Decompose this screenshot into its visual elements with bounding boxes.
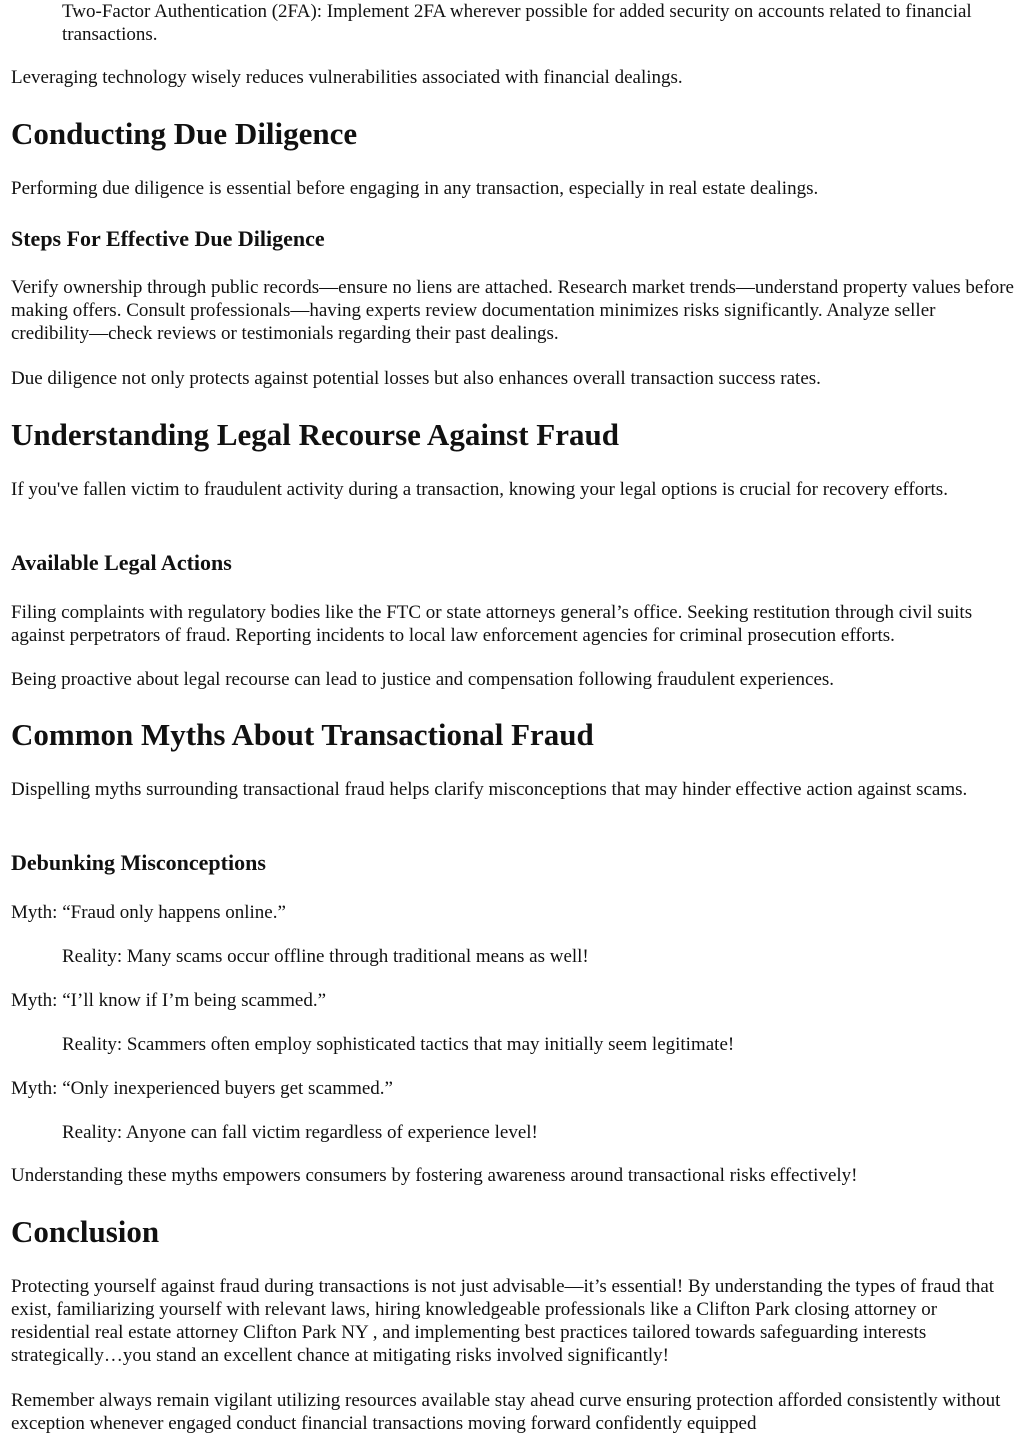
heading-common-myths: Common Myths About Transactional Fraud — [11, 717, 594, 752]
subheading-steps-due-diligence: Steps For Effective Due Diligence — [11, 226, 325, 251]
subheading-debunking-misconceptions: Debunking Misconceptions — [11, 850, 266, 875]
heading-legal-recourse: Understanding Legal Recourse Against Fraud — [11, 417, 619, 452]
paragraph-legal-recourse-intro: If you've fallen victim to fraudulent activity during a transaction, knowing your legal options is crucial for recovery efforts. — [11, 479, 948, 500]
heading-conclusion: Conclusion — [11, 1214, 160, 1249]
paragraph-leveraging-technology: Leveraging technology wisely reduces vulnerabilities associated with financial dealings. — [11, 67, 683, 88]
paragraph-2fa: Two-Factor Authentication (2FA): Implement 2FA wherever possible for added security on accounts related to financial transactions. — [62, 1, 972, 45]
paragraph-due-diligence-intro: Performing due diligence is essential before engaging in any transaction, especially in real estate dealings. — [11, 178, 819, 199]
heading-conducting-due-diligence: Conducting Due Diligence — [11, 116, 358, 151]
reality-item-offline: Reality: Many scams occur offline through traditional means as well! — [62, 946, 589, 967]
myth-item-online: Myth: “Fraud only happens online.” — [11, 902, 286, 923]
paragraph-legal-actions: Filing complaints with regulatory bodies like the FTC or state attorneys general’s office. Seeking restitution through civil suits against perpetrators of fraud. Reporting incidents to local law enforcement agencies for criminal prosecution efforts. — [11, 602, 973, 646]
paragraph-conclusion: Protecting yourself against fraud during transactions is not just advisable—it’s essential! By understanding the types of fraud that exist, familiarizing yourself with relevant laws, hiring knowledgeable professionals like a Clifton Park closing attorney or residential real estate attorney Clifton Park NY , and implementing best practices tailored towards safeguarding interests strategically…you stand an excellent chance at mitigating risks involved significantly! — [11, 1276, 995, 1366]
myth-item-inexperienced: Myth: “Only inexperienced buyers get scammed.” — [11, 1078, 393, 1099]
myth-item-know-scam: Myth: “I’ll know if I’m being scammed.” — [11, 990, 327, 1011]
paragraph-myths-intro: Dispelling myths surrounding transactional fraud helps clarify misconceptions that may hinder effective action against scams. — [11, 779, 968, 800]
reality-item-sophisticated: Reality: Scammers often employ sophisticated tactics that may initially seem legitimate! — [62, 1034, 735, 1055]
subheading-available-legal-actions: Available Legal Actions — [11, 550, 232, 575]
reality-item-anyone: Reality: Anyone can fall victim regardless of experience level! — [62, 1122, 538, 1143]
paragraph-due-diligence-steps: Verify ownership through public records—ensure no liens are attached. Research market trends—understand property values before making offers. Consult professionals—having experts review documentation minimizes risks significantly. Analyze seller credibility—check reviews or testimonials regarding their past dealings. — [11, 277, 1014, 344]
paragraph-proactive-recourse: Being proactive about legal recourse can lead to justice and compensation following fraudulent experiences. — [11, 669, 835, 690]
paragraph-due-diligence-benefits: Due diligence not only protects against potential losses but also enhances overall transaction success rates. — [11, 368, 821, 389]
paragraph-myths-summary: Understanding these myths empowers consumers by fostering awareness around transactional risks effectively! — [11, 1165, 858, 1186]
paragraph-remember: Remember always remain vigilant utilizing resources available stay ahead curve ensuring protection afforded consistently without exception whenever engaged conduct financial transactions moving forward confidently equipped — [11, 1390, 1001, 1434]
